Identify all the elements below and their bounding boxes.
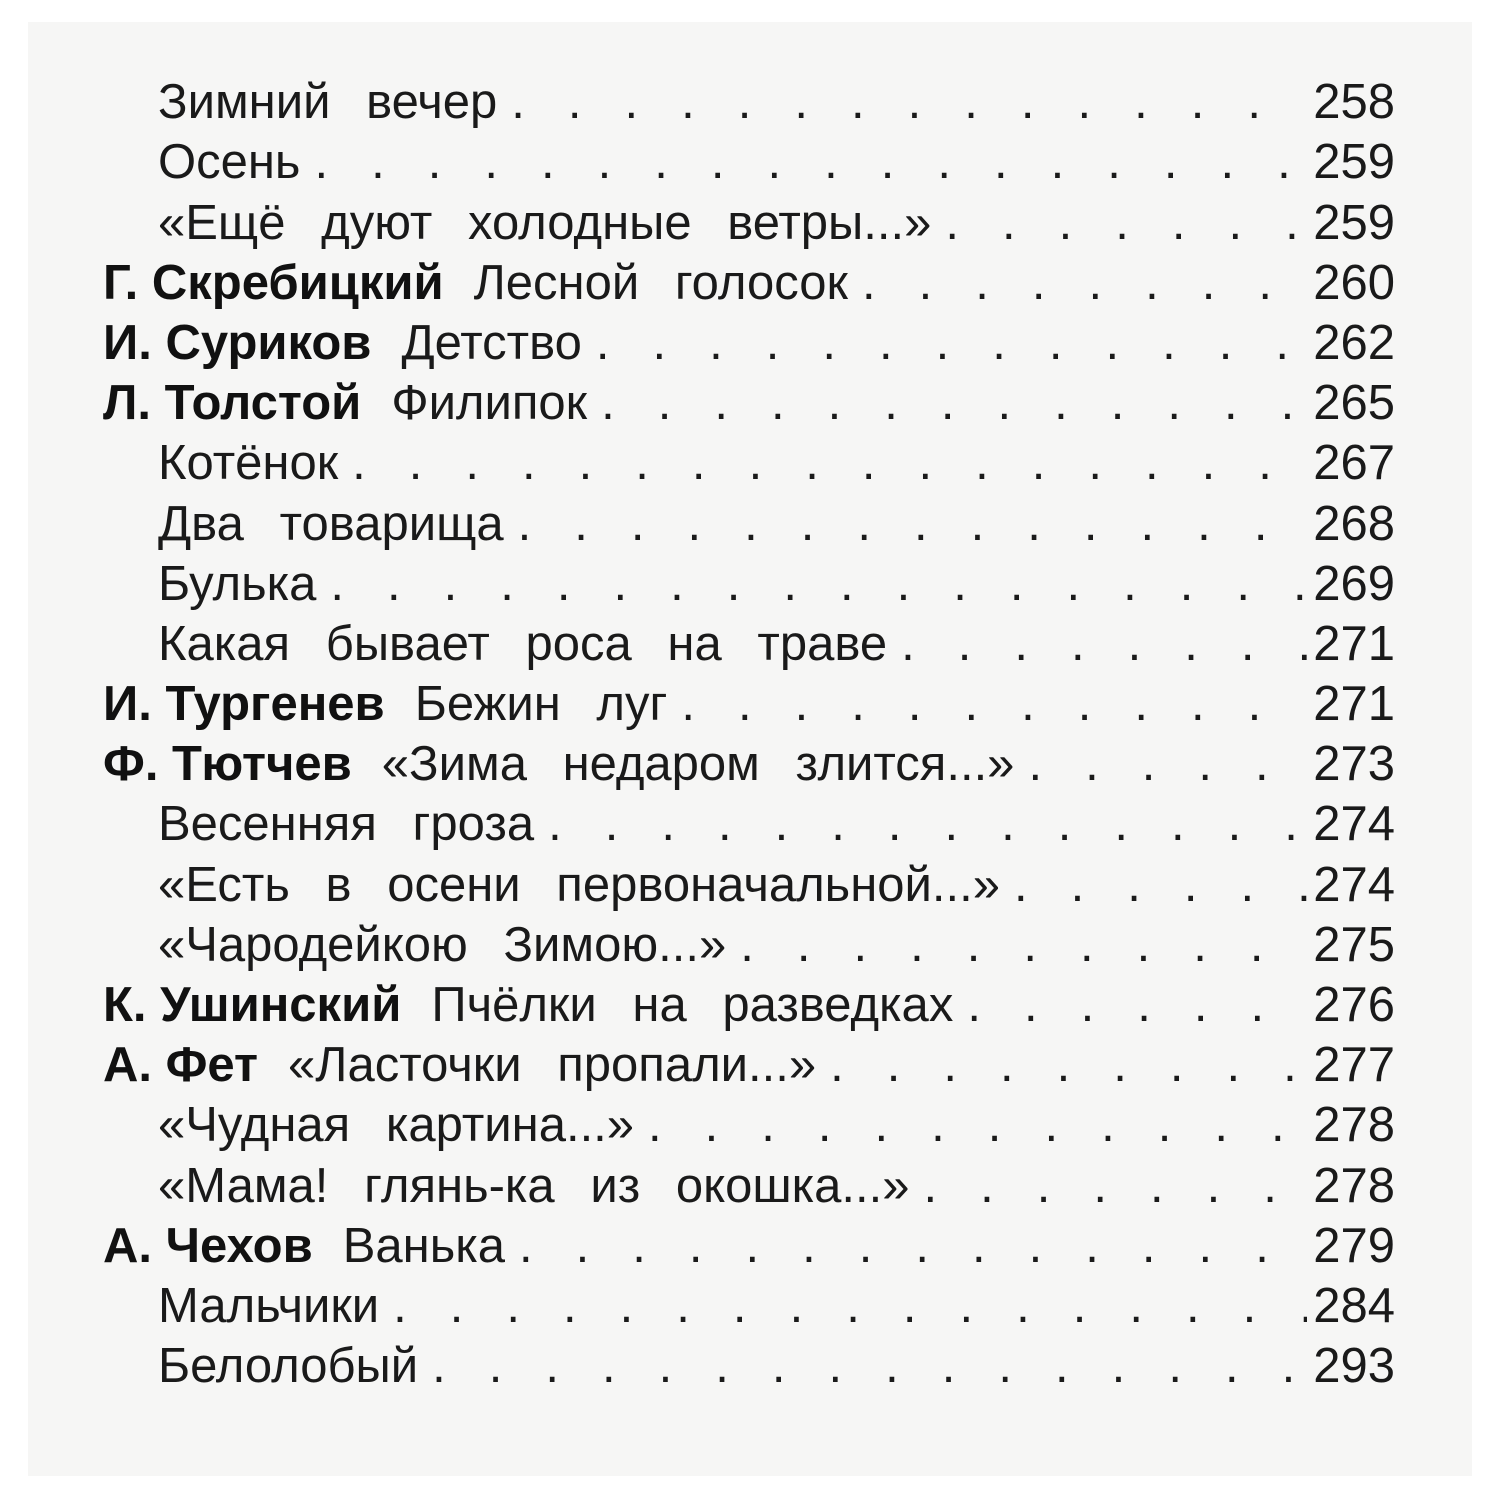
- toc-entry-title: Детство: [401, 315, 582, 370]
- dot-leader: [862, 259, 1307, 308]
- toc-entry-title: «Мама! глянь-ка из окошка...»: [158, 1158, 910, 1213]
- dot-leader: [681, 680, 1307, 729]
- toc-entry: [103, 67, 1395, 130]
- toc-entry-page-number: 277: [1313, 1038, 1395, 1093]
- toc-entry-page-number: 258: [1313, 75, 1395, 130]
- toc-entry-title: Мальчики: [158, 1278, 380, 1333]
- toc-entry: [103, 1030, 1395, 1093]
- toc-entry: [103, 488, 1395, 551]
- toc-entry: [103, 970, 1395, 1030]
- toc-entry-page-number: 278: [1313, 1098, 1395, 1153]
- toc-entry: [103, 789, 1395, 852]
- toc-entry: [103, 669, 1395, 732]
- dot-leader: [596, 319, 1307, 368]
- toc-entry-title: Филипок: [391, 376, 588, 431]
- toc-entry-title: Какая бывает роса на траве: [158, 616, 888, 671]
- toc-entry-page-number: 276: [1313, 978, 1395, 1032]
- toc-entry-title: «Ещё дуют холодные ветры...»: [158, 195, 932, 250]
- dot-leader: [901, 620, 1307, 669]
- toc-entry: [103, 248, 1395, 308]
- toc-entry-title: Два товарища: [158, 496, 504, 551]
- toc-entry: [103, 1090, 1395, 1153]
- dot-leader: [967, 981, 1307, 1030]
- dot-leader: [432, 1342, 1307, 1391]
- toc-entry-title: Ванька: [342, 1218, 506, 1273]
- dot-leader: [1014, 861, 1307, 910]
- toc-entry-page-number: 269: [1313, 556, 1395, 611]
- dot-leader: [548, 800, 1307, 849]
- dot-leader: [601, 379, 1307, 428]
- toc-entry-page-number: 274: [1313, 857, 1395, 912]
- dot-leader: [314, 138, 1307, 187]
- toc-entry: [103, 368, 1395, 431]
- dot-leader: [740, 921, 1307, 970]
- dot-leader: [1028, 740, 1307, 789]
- toc-entry: [103, 1331, 1395, 1394]
- book-page: [28, 22, 1472, 1476]
- toc-entry-page-number: 268: [1313, 496, 1395, 551]
- toc-entry-author: Л. Толстой: [103, 376, 362, 431]
- toc-entry-page-number: 271: [1313, 616, 1395, 671]
- toc-entry: [103, 308, 1395, 368]
- toc-entry: [103, 1211, 1395, 1271]
- toc-entry: [103, 849, 1395, 912]
- toc-entry-title: «Зима недаром злится...»: [381, 737, 1015, 792]
- toc-entry: [103, 549, 1395, 609]
- toc-entry-title: «Есть в осени первоначальной...»: [158, 857, 1000, 912]
- table-of-contents: [103, 67, 1395, 1394]
- dot-leader: [924, 1162, 1308, 1211]
- toc-entry-author: Г. Скребицкий: [103, 255, 444, 310]
- toc-entry-page-number: 262: [1313, 315, 1395, 370]
- toc-entry-title: Котёнок: [158, 436, 339, 491]
- toc-entry-page-number: 265: [1313, 376, 1395, 431]
- toc-entry: [103, 1271, 1395, 1331]
- toc-entry-author: И. Суриков: [103, 315, 372, 370]
- toc-entry: [103, 428, 1395, 491]
- toc-entry-author: Ф. Тютчев: [103, 737, 352, 792]
- toc-entry-title: «Чародейкою Зимою...»: [158, 917, 727, 972]
- dot-leader: [648, 1101, 1307, 1150]
- toc-entry: [103, 187, 1395, 250]
- toc-entry-page-number: 293: [1313, 1339, 1395, 1394]
- toc-entry-page-number: 260: [1313, 255, 1395, 310]
- toc-entry-title: Зимний вечер: [158, 75, 498, 130]
- dot-leader: [330, 560, 1307, 609]
- dot-leader: [511, 78, 1307, 127]
- toc-entry-title: Бежин луг: [414, 677, 668, 732]
- toc-entry-page-number: 259: [1313, 195, 1395, 250]
- dot-leader: [945, 199, 1307, 248]
- dot-leader: [352, 439, 1307, 488]
- toc-entry-title: «Ласточки пропали...»: [288, 1038, 817, 1093]
- dot-leader: [518, 500, 1308, 549]
- dot-leader: [519, 1222, 1307, 1271]
- toc-entry-title: Осень: [158, 135, 301, 190]
- toc-entry: [103, 609, 1395, 669]
- toc-entry-page-number: 275: [1313, 917, 1395, 972]
- toc-entry: [103, 1150, 1395, 1213]
- toc-entry-author: И. Тургенев: [103, 677, 385, 732]
- toc-entry-page-number: 273: [1313, 737, 1395, 792]
- toc-entry-author: К. Ушинский: [103, 978, 402, 1032]
- toc-entry-page-number: 278: [1313, 1158, 1395, 1213]
- toc-entry-title: Весенняя гроза: [158, 797, 535, 852]
- toc-entry-author: А. Фет: [103, 1038, 259, 1093]
- toc-entry-author: А. Чехов: [103, 1218, 313, 1273]
- dot-leader: [393, 1282, 1307, 1331]
- toc-entry-title: «Чудная картина...»: [158, 1098, 635, 1153]
- toc-entry-page-number: 271: [1313, 677, 1395, 732]
- toc-entry: [103, 910, 1395, 970]
- toc-entry-title: Пчёлки на разведках: [431, 978, 954, 1032]
- toc-entry-title: Лесной голосок: [473, 255, 848, 310]
- dot-leader: [830, 1041, 1307, 1090]
- toc-entry: [103, 729, 1395, 792]
- toc-entry-page-number: 284: [1313, 1278, 1395, 1333]
- toc-entry-page-number: 279: [1313, 1218, 1395, 1273]
- toc-entry-page-number: 274: [1313, 797, 1395, 852]
- toc-entry-title: Белолобый: [158, 1339, 419, 1394]
- toc-entry-page-number: 267: [1313, 436, 1395, 491]
- toc-entry-page-number: 259: [1313, 135, 1395, 190]
- toc-entry: [103, 127, 1395, 190]
- toc-entry-title: Булька: [158, 556, 317, 611]
